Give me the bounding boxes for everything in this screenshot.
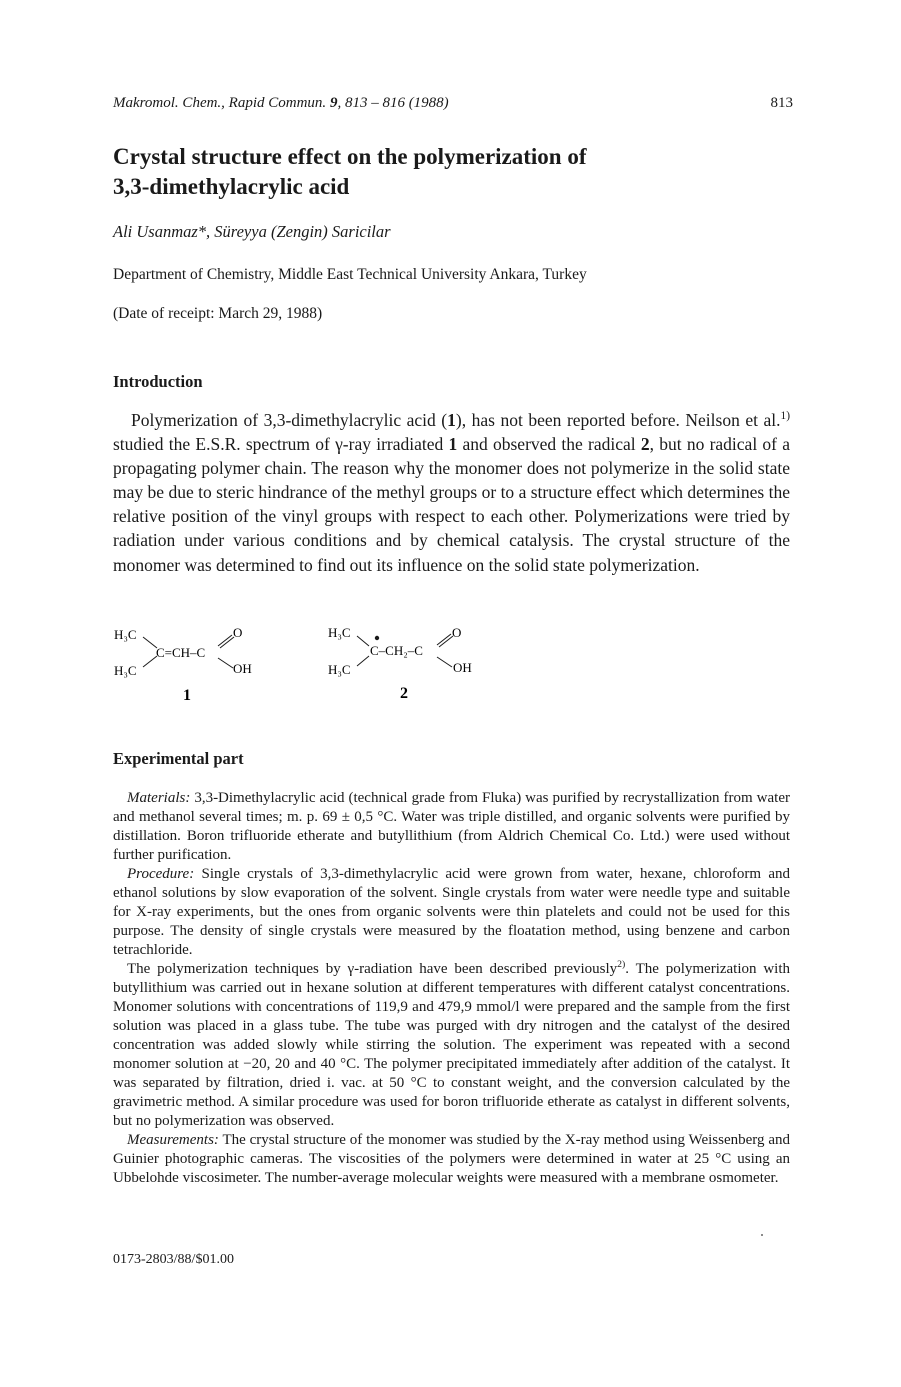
receipt-date: (Date of receipt: March 29, 1988)	[113, 305, 323, 322]
compound-ref-2: 2	[640, 434, 650, 455]
affiliation: Department of Chemistry, Middle East Technical University Ankara, Turkey	[113, 266, 587, 283]
chemical-structures	[110, 615, 530, 715]
procedure-text: Single crystals of 3,3-dimethylacrylic acid were grown from water, hexane, chloroform and ethanol solutions by slow evaporation of the solvent. Single crystals from water were needle type and suitable for X-ray experiments, but the ones from organic solvents were thin platelets and could not be used for this purpose. The density of single crystals were measured by the floatation method, using benzene and carbon tetrachloride.	[113, 866, 790, 958]
title-line-2: 3,3-dimethylacrylic acid	[113, 174, 350, 199]
measurements-label: Measurements:	[127, 1132, 219, 1148]
s1-carbonyl-oxygen: O	[233, 625, 243, 640]
s1-top-methyl: H₃C	[114, 627, 137, 642]
compound-ref-1b: 1	[448, 434, 458, 455]
compound-ref-1: 1	[447, 410, 456, 430]
page-speck	[761, 1234, 763, 1236]
materials-text: 3,3-Dimethylacrylic acid (technical grade from Fluka) was purified by recrystallization from water and methanol several times; m. p. 69 ± 0,5 °C. Water was triple distilled, and organic solvents were purified by distillation. Boron trifluoride etherate and butyllithium (from Aldrich Chemical Co. Ltd.) were used without further purification.	[113, 790, 790, 863]
radical-dot	[375, 636, 379, 640]
journal-volume: 9	[329, 95, 338, 111]
polymerization-paragraph	[113, 960, 790, 1131]
title-line-1: Crystal structure effect on the polymerization of	[113, 144, 587, 169]
introduction-heading: Introduction	[113, 372, 203, 391]
s2-label: 2	[400, 685, 408, 702]
reference-2: 2)	[617, 959, 626, 970]
s2-backbone: C–CH₂–C	[370, 643, 423, 658]
structure-diagrams	[110, 615, 530, 715]
s1-bond-top	[143, 637, 157, 648]
journal-pages-year: , 813 – 816 (1988)	[337, 95, 449, 111]
structure-1	[114, 625, 252, 704]
s1-backbone: C=CH–C	[156, 645, 206, 660]
polymerization-text-a: The polymerization techniques by γ-radiation have been described previously	[127, 961, 618, 977]
materials-label: Materials:	[127, 790, 191, 806]
s1-bottom-methyl: H₃C	[114, 663, 137, 678]
structure-2	[328, 625, 472, 702]
s2-bottom-methyl: H₃C	[328, 662, 351, 677]
s1-hydroxyl: OH	[233, 661, 252, 676]
s1-bond-bottom	[143, 656, 157, 667]
experimental-body	[113, 789, 790, 1188]
experimental-heading: Experimental part	[113, 749, 244, 768]
materials-paragraph	[113, 789, 790, 865]
reference-1: 1)	[780, 410, 790, 423]
s2-hydroxyl: OH	[453, 660, 472, 675]
polymerization-text-b: . The polymerization with butyllithium was carried out in hexane solution at different temperatures with different catalyst concentrations. Monomer solutions with concentrations of 119,9 and 479,9 mmol/l were prepared and the sample from the first solution was placed in a glass tube. The tube was purged with dry nitrogen and the catalyst of the desired concentration was added slowly while stirring the solution. The experiment was repeated with a second monomer solution at −20, 20 and 40 °C. The polymer precipitated immediately after addition of the catalyst. It was separated by filtration, dried i. vac. at 50 °C to constant weight, and the conversion calculated by the gravimetric method. A similar procedure was used for boron trifluoride etherate as catalyst in different solvents, but no polymerization was observed.	[113, 961, 790, 1129]
s1-hydroxyl-bond	[218, 658, 233, 668]
authors: Ali Usanmaz*, Süreyya (Zengin) Saricilar	[113, 222, 391, 241]
intro-text-c: ), has not been reported before. Neilson et al.	[455, 410, 781, 430]
running-header	[113, 95, 793, 117]
intro-text-h: , but no radical of a propagating polymer chain. The reason why the monomer does not polymerize in the solid state may be due to steric hindrance of the methyl groups or to a structure effect which determines the relative position of the vinyl groups with respect to each other. Polymerizations were tried by radiation under various conditions and by chemical catalysis. The crystal structure of the monomer was determined to find out its influence on the solid state polymerization.	[113, 434, 791, 575]
page-number: 813	[770, 95, 793, 111]
intro-text-f: and observed the radical	[457, 434, 641, 455]
s2-hydroxyl-bond	[437, 657, 452, 667]
measurements-paragraph	[113, 1131, 790, 1188]
introduction-body	[113, 408, 790, 577]
article-title	[113, 142, 753, 202]
footer-code: 0173-2803/88/$01.00	[113, 1252, 234, 1267]
measurements-text: The crystal structure of the monomer was studied by the X-ray method using Weissenberg and Guinier photographic cameras. The viscosities of the polymers were determined in water at 25 °C using an Ubbelohde viscosimeter. The number-average molecular weights were measured with a membrane osmometer.	[113, 1132, 790, 1186]
journal-name: Makromol. Chem., Rapid Commun.	[113, 95, 327, 111]
procedure-paragraph	[113, 865, 790, 960]
intro-text-d: studied the E.S.R. spectrum of γ-ray irradiated	[113, 434, 449, 455]
s2-bond-bottom	[357, 656, 369, 666]
intro-text-a: Polymerization of 3,3-dimethylacrylic acid (	[131, 410, 448, 430]
procedure-label: Procedure:	[127, 866, 195, 882]
s2-bond-top	[357, 636, 369, 646]
journal-citation	[113, 95, 449, 112]
introduction-paragraph	[113, 408, 790, 577]
s2-top-methyl: H₃C	[328, 625, 351, 640]
s1-label: 1	[183, 687, 191, 704]
s2-carbonyl-oxygen: O	[452, 625, 462, 640]
